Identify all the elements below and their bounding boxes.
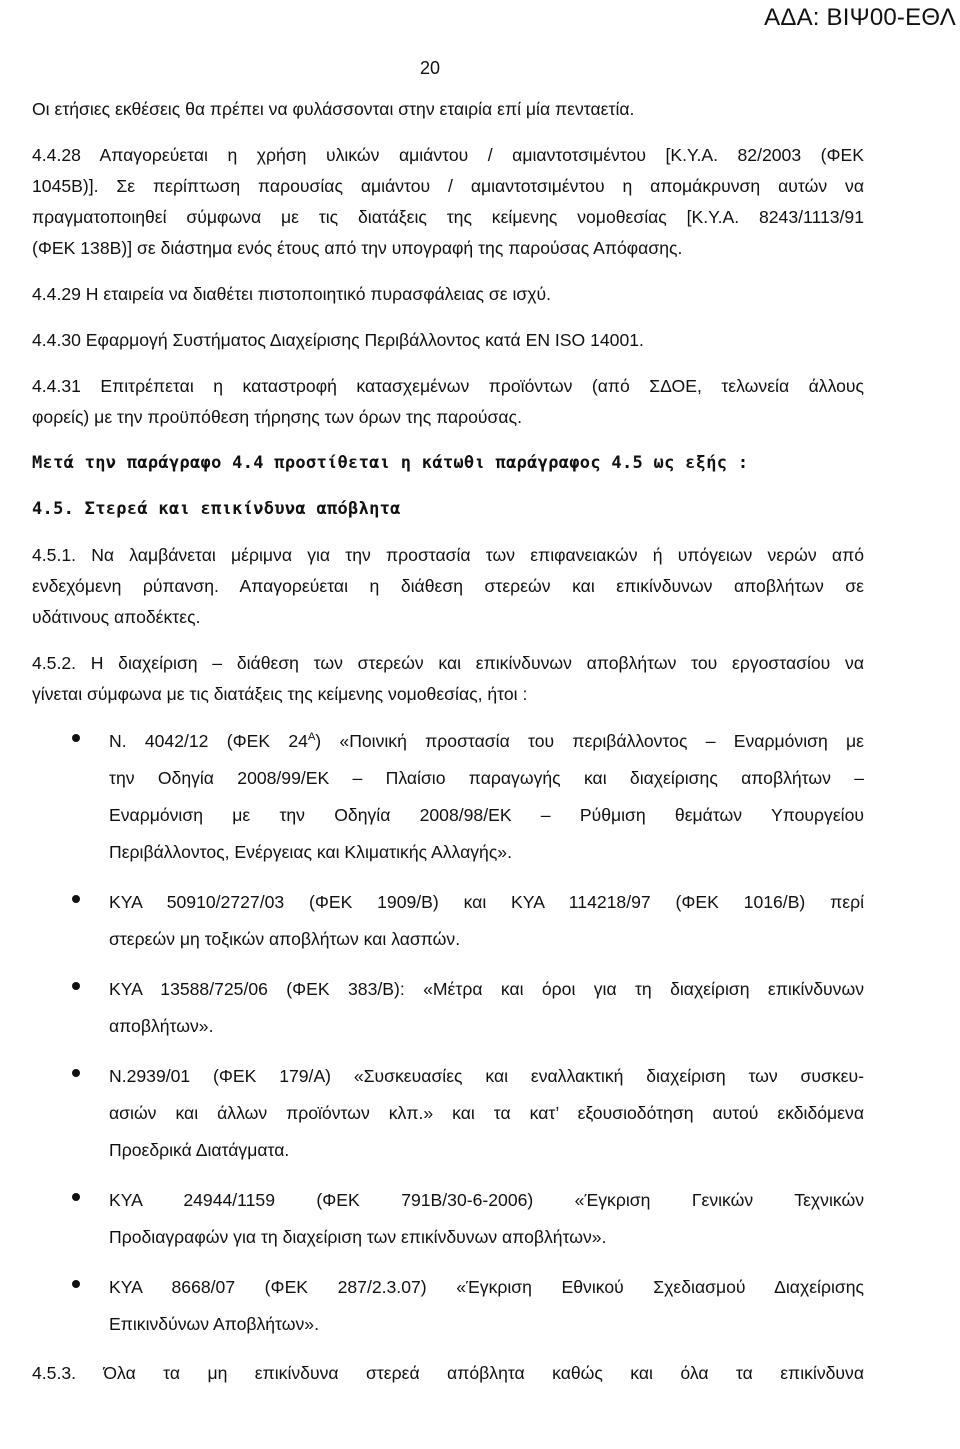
text-line: 4.5.1. Να λαμβάνεται μέριμνα για την προστασία των επιφανειακών ή υπόγειων νερών από: [32, 545, 864, 565]
text-line: γίνεται σύμφωνα με τις διατάξεις της κείμενης νομοθεσίας, ήτοι :: [32, 684, 528, 704]
text-line: ασιών και άλλων προϊόντων κλπ.» και τα κατ’ εξουσιοδότηση αυτού εκδιδόμενα: [109, 1103, 864, 1123]
list-item: [109, 1269, 864, 1343]
paragraph-4-4-28: [32, 140, 864, 264]
section-4-5-heading: 4.5. Στερεά και επικίνδυνα απόβλητα: [32, 499, 401, 519]
list-item: [109, 1182, 864, 1256]
list-item: [109, 884, 864, 958]
section-intro-heading: Μετά την παράγραφο 4.4 προστίθεται η κάτωθι παράγραφος 4.5 ως εξής :: [32, 453, 749, 473]
paragraph-4-5-3: [32, 1358, 864, 1389]
text-line: 4.4.30 Εφαρμογή Συστήματος Διαχείρισης Περιβάλλοντος κατά ΕΝ ISO 14001.: [32, 330, 644, 350]
text-line: Περιβάλλοντος, Ενέργειας και Κλιματικής Αλλαγής».: [109, 842, 512, 862]
paragraph-4-4-30: [32, 325, 864, 356]
list-item: [109, 1058, 864, 1169]
text-line: στερεών μη τοξικών αποβλήτων και λασπών.: [109, 929, 461, 949]
text-line: 4.5.2. Η διαχείριση – διάθεση των στερεών και επικίνδυνων αποβλήτων του εργοστασίου να: [32, 653, 864, 673]
document-header-code: ΑΔΑ: ΒΙΨ00-ΕΘΛ: [764, 4, 956, 31]
text-line: ΚΥΑ 8668/07 (ΦΕΚ 287/2.3.07) «Έγκριση Εθνικού Σχεδιασμού Διαχείρισης: [109, 1277, 864, 1297]
text-line: ΚΥΑ 24944/1159 (ΦΕΚ 791Β/30-6-2006) «Έγκριση Γενικών Τεχνικών: [109, 1190, 864, 1210]
text-line: ΚΥΑ 50910/2727/03 (ΦΕΚ 1909/Β) και ΚΥΑ 114218/97 (ΦΕΚ 1016/Β) περί: [109, 892, 864, 912]
bullet-icon: [72, 895, 80, 903]
paragraph-4-4-29: [32, 279, 864, 310]
paragraph-annual-reports: [32, 94, 864, 125]
text-line: ΚΥΑ 13588/725/06 (ΦΕΚ 383/Β): «Μέτρα και όροι για τη διαχείριση επικίνδυνων: [109, 979, 864, 999]
text-line: Επικινδύνων Αποβλήτων».: [109, 1314, 319, 1334]
text-line: φορείς) με την προϋπόθεση τήρησης των όρων της παρούσας.: [32, 407, 522, 427]
text-line: Εναρμόνιση με την Οδηγία 2008/98/ΕΚ – Ρύθμιση θεμάτων Υπουργείου: [109, 805, 864, 825]
bullet-icon: [72, 1069, 80, 1077]
document-body: [32, 94, 864, 1389]
text-line: 4.4.29 Η εταιρεία να διαθέτει πιστοποιητικό πυρασφάλειας σε ισχύ.: [32, 284, 551, 304]
paragraph-4-5-1: [32, 540, 864, 633]
text-line: Ν.2939/01 (ΦΕΚ 179/Α) «Συσκευασίες και εναλλακτική διαχείριση των συσκευ-: [109, 1066, 864, 1086]
bullet-icon: [72, 1193, 80, 1201]
text-line: 4.4.31 Επιτρέπεται η καταστροφή κατασχεμένων προϊόντων (από ΣΔΟΕ, τελωνεία άλλους: [32, 376, 864, 396]
bullet-icon: [72, 1280, 80, 1288]
page-number: 20: [420, 58, 441, 78]
text-line: Προδιαγραφών για τη διαχείριση των επικίνδυνων αποβλήτων».: [109, 1227, 607, 1247]
paragraph-4-5-2: [32, 648, 864, 710]
list-item: [109, 723, 864, 871]
text-line: (ΦΕΚ 138Β)] σε διάστημα ενός έτους από την υπογραφή της παρούσας Απόφασης.: [32, 238, 683, 258]
text-line: ενδεχόμενη ρύπανση. Απαγορεύεται η διάθεση στερεών και επικίνδυνων αποβλήτων σε: [32, 576, 864, 596]
bullet-icon: [72, 734, 80, 742]
text-line: υδάτινους αποδέκτες.: [32, 607, 201, 627]
legislation-list: [32, 723, 864, 1343]
text-line: 4.4.28 Απαγορεύεται η χρήση υλικών αμιάντου / αμιαντοτσιμέντου [Κ.Υ.Α. 82/2003 (ΦΕΚ: [32, 145, 864, 165]
text-line: την Οδηγία 2008/99/ΕΚ – Πλαίσιο παραγωγής και διαχείρισης αποβλήτων –: [109, 768, 864, 788]
list-item: [109, 971, 864, 1045]
text-line: πραγματοποιηθεί σύμφωνα με τις διατάξεις της κείμενης νομοθεσίας [Κ.Υ.Α. 8243/1113/91: [32, 207, 864, 227]
bullet-icon: [72, 982, 80, 990]
text-line: 1045Β)]. Σε περίπτωση παρουσίας αμιάντου / αμιαντοτσιμέντου η απομάκρυνση αυτών να: [32, 176, 864, 196]
paragraph-4-4-31: [32, 371, 864, 433]
text-line: Οι ετήσιες εκθέσεις θα πρέπει να φυλάσσονται στην εταιρία επί μία πενταετία.: [32, 99, 635, 119]
text-line: Προεδρικά Διατάγματα.: [109, 1140, 290, 1160]
text-line: 4.5.3. Όλα τα μη επικίνδυνα στερεά απόβλητα καθώς και όλα τα επικίνδυνα: [32, 1363, 864, 1383]
text-line: αποβλήτων».: [109, 1016, 214, 1036]
text-line: Ν. 4042/12 (ΦΕΚ $24^A$) «Ποινική προστασία του περιβάλλοντος – Εναρμόνιση με: [109, 731, 864, 751]
